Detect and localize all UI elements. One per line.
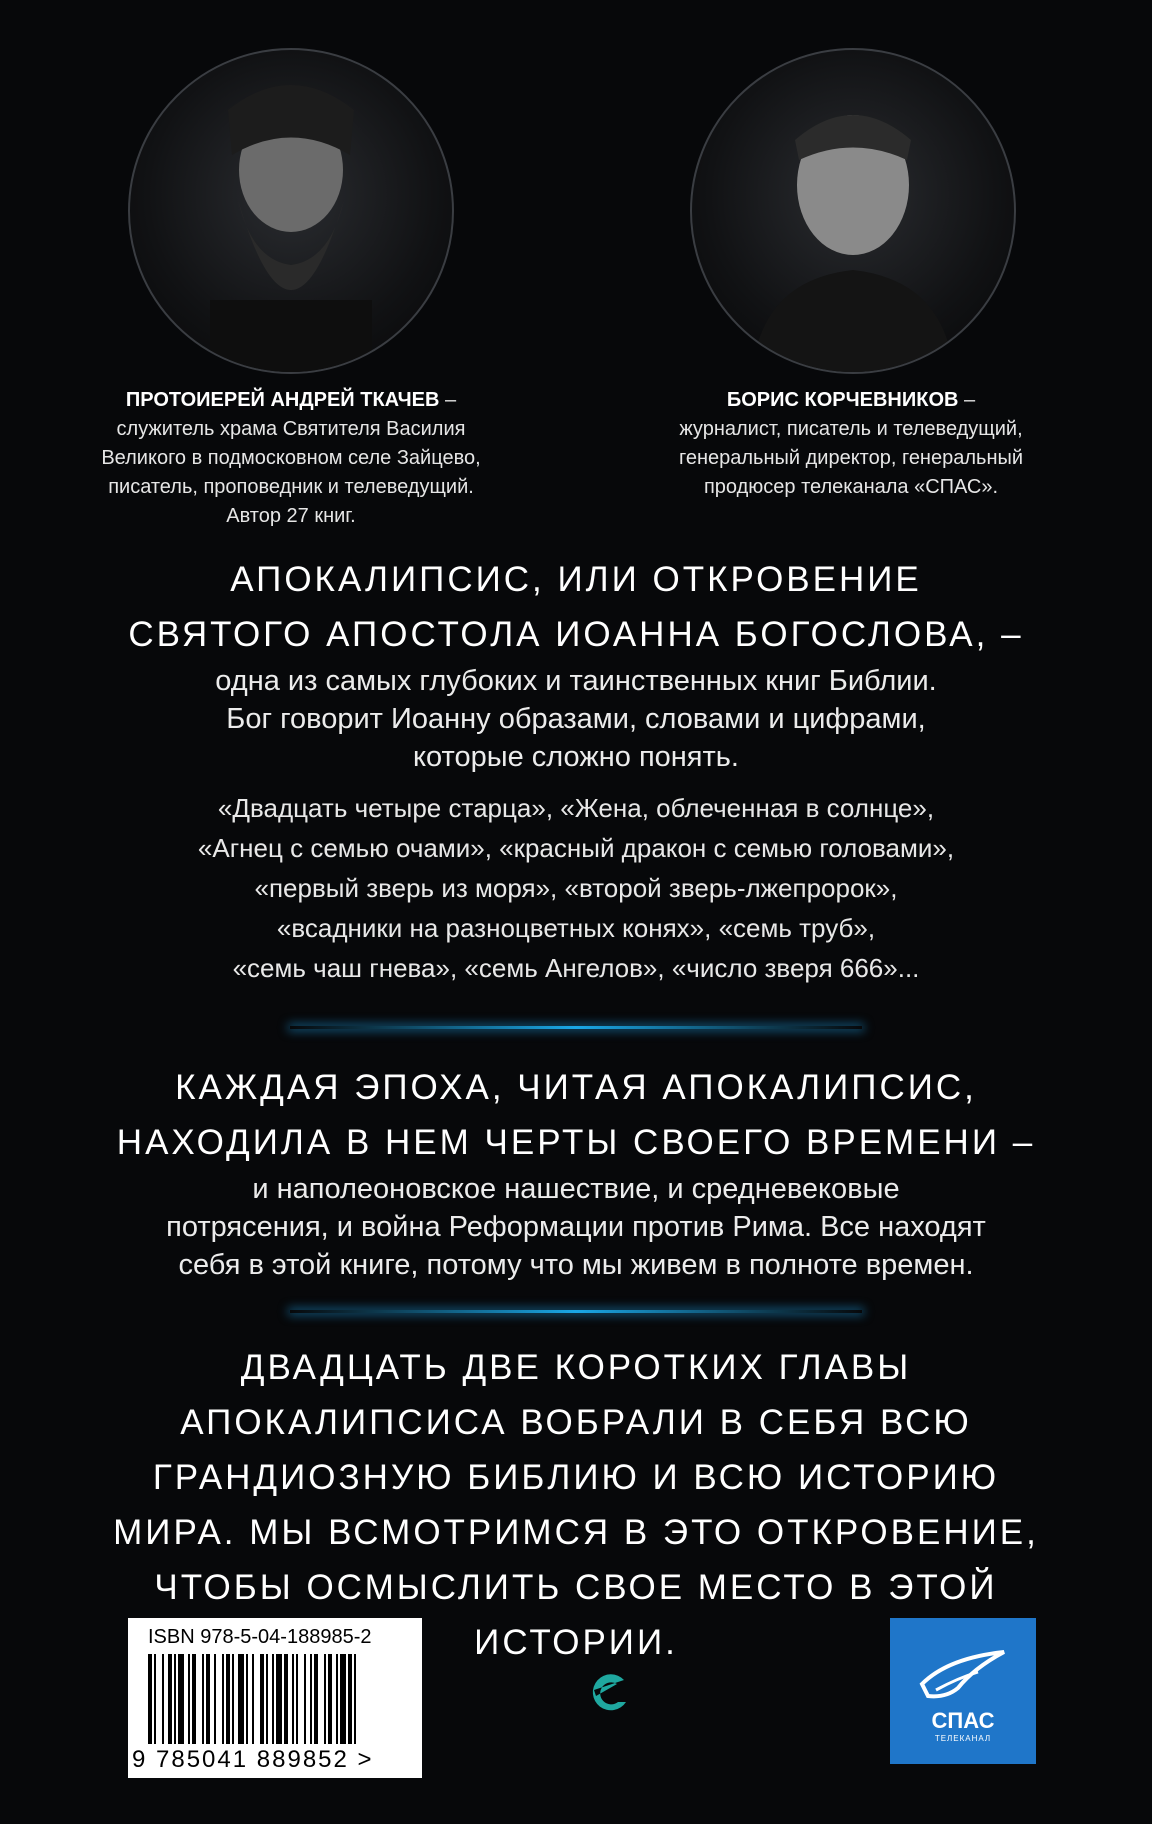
barcode-bar	[296, 1654, 298, 1744]
barcode-bar	[246, 1654, 248, 1744]
quote-line: «Агнец с семью очами», «красный дракон с семью головами»,	[197, 833, 955, 863]
author-portrait-korchevnikov	[690, 48, 1016, 374]
barcode-bars	[148, 1654, 404, 1744]
isbn-barcode	[128, 1618, 422, 1778]
barcode-bar	[232, 1654, 234, 1744]
barcode-bar	[226, 1654, 230, 1744]
spas-logo-subtext: ТЕЛЕКАНАЛ	[934, 1734, 992, 1743]
author-name: БОРИС КОРЧЕВНИКОВ	[726, 389, 959, 411]
quote-line: «семь чаш гнева», «семь Ангелов», «число зверя 666»...	[232, 953, 920, 983]
glow-divider	[290, 1310, 862, 1313]
section-heading-line: ГРАНДИОЗНУЮ БИБЛИЮ И ВСЮ ИСТОРИЮ	[152, 1458, 1000, 1497]
barcode-bar	[292, 1654, 294, 1744]
barcode-bar	[348, 1654, 352, 1744]
barcode-bar	[266, 1654, 268, 1744]
section-body-line: потрясения, и война Реформации против Рима. Все находят	[166, 1211, 986, 1243]
barcode-bar	[328, 1654, 332, 1744]
section-heading-line: ДВАДЦАТЬ ДВЕ КОРОТКИХ ГЛАВЫ	[240, 1348, 912, 1387]
section-body-line: себя в этой книге, потому что мы живем в полноте времен.	[178, 1249, 974, 1281]
spas-channel-logo	[890, 1618, 1036, 1764]
name-dash: –	[439, 389, 457, 411]
publisher-logo-icon	[582, 1658, 632, 1728]
barcode-bar	[188, 1654, 190, 1744]
bio-line: журналист, писатель и телеведущий,	[679, 418, 1023, 440]
barcode-bar	[276, 1654, 282, 1744]
barcode-bar	[154, 1654, 156, 1744]
barcode-bar	[174, 1654, 176, 1744]
barcode-bar	[192, 1654, 196, 1744]
bird-icon	[918, 1648, 1008, 1704]
bio-line: Великого в подмосковном селе Зайцево,	[101, 447, 481, 469]
barcode-bar	[252, 1654, 254, 1744]
isbn-number: ISBN 978-5-04-188985-2	[148, 1626, 372, 1648]
barcode-bar	[148, 1654, 152, 1744]
quotes-list	[60, 788, 1092, 988]
glow-divider	[290, 1026, 862, 1029]
barcode-bar	[354, 1654, 356, 1744]
author-bio-korchevnikov	[616, 386, 1086, 502]
barcode-bar	[238, 1654, 244, 1744]
section-body-line: которые сложно понять.	[413, 741, 739, 773]
barcode-bar	[214, 1654, 216, 1744]
section-body-line: Бог говорит Иоанну образами, словами и цифрами,	[226, 703, 926, 735]
barcode-bar	[336, 1654, 338, 1744]
barcode-bar	[178, 1654, 184, 1744]
bio-line: писатель, проповедник и телеведущий.	[108, 476, 474, 498]
section-apocalypse-intro	[60, 552, 1092, 776]
barcode-bar	[222, 1654, 224, 1744]
barcode-bar	[202, 1654, 204, 1744]
section-heading-line: АПОКАЛИПСИСА ВОБРАЛИ В СЕБЯ ВСЮ	[180, 1403, 972, 1442]
barcode-bar	[314, 1654, 318, 1744]
barcode-bar	[272, 1654, 274, 1744]
author-bio-tkachev	[56, 386, 526, 531]
section-every-epoch	[60, 1060, 1092, 1284]
barcode-bar	[260, 1654, 264, 1744]
bio-line: продюсер телеканала «СПАС».	[703, 476, 999, 498]
barcode-bar	[284, 1654, 288, 1744]
quote-line: «всадники на разноцветных конях», «семь труб»,	[276, 913, 876, 943]
section-heading-line: НАХОДИЛА В НЕМ ЧЕРТЫ СВОЕГО ВРЕМЕНИ –	[116, 1123, 1036, 1162]
author-portrait-tkachev	[128, 48, 454, 374]
barcode-bar	[340, 1654, 346, 1744]
quote-line: «Двадцать четыре старца», «Жена, облеченная в солнце»,	[217, 793, 935, 823]
barcode-digits: 9 785041 889852 >	[132, 1746, 374, 1773]
name-dash: –	[958, 389, 976, 411]
quote-line: «первый зверь из моря», «второй зверь-лжепророк»,	[254, 873, 898, 903]
bio-line: Автор 27 книг.	[226, 505, 356, 527]
barcode-bar	[304, 1654, 306, 1744]
section-heading-line: СВЯТОГО АПОСТОЛА ИОАННА БОГОСЛОВА, –	[128, 615, 1024, 654]
barcode-bar	[162, 1654, 164, 1744]
section-heading-line: КАЖДАЯ ЭПОХА, ЧИТАЯ АПОКАЛИПСИС,	[175, 1068, 977, 1107]
section-body-line: и наполеоновское нашествие, и средневековые	[252, 1173, 900, 1205]
section-body-line: одна из самых глубоких и таинственных книг Библии.	[215, 665, 937, 697]
section-heading-line: МИРА. МЫ ВСМОТРИМСЯ В ЭТО ОТКРОВЕНИЕ,	[113, 1513, 1039, 1552]
section-heading-line: ЧТОБЫ ОСМЫСЛИТЬ СВОЕ МЕСТО В ЭТОЙ ИСТОРИИ.	[154, 1568, 998, 1662]
author-name: ПРОТОИЕРЕЙ АНДРЕЙ ТКАЧЕВ	[125, 389, 440, 411]
portrait-tkachev-image	[130, 50, 452, 372]
barcode-bar	[168, 1654, 172, 1744]
barcode-bar	[310, 1654, 312, 1744]
portrait-korchevnikov-image	[692, 50, 1014, 372]
spas-logo-text: СПАС	[931, 1708, 995, 1733]
barcode-bar	[206, 1654, 210, 1744]
section-heading-line: АПОКАЛИПСИС, ИЛИ ОТКРОВЕНИЕ	[230, 560, 922, 599]
barcode-bar	[324, 1654, 326, 1744]
bio-line: служитель храма Святителя Василия	[116, 418, 466, 440]
bio-line: генеральный директор, генеральный	[678, 447, 1024, 469]
